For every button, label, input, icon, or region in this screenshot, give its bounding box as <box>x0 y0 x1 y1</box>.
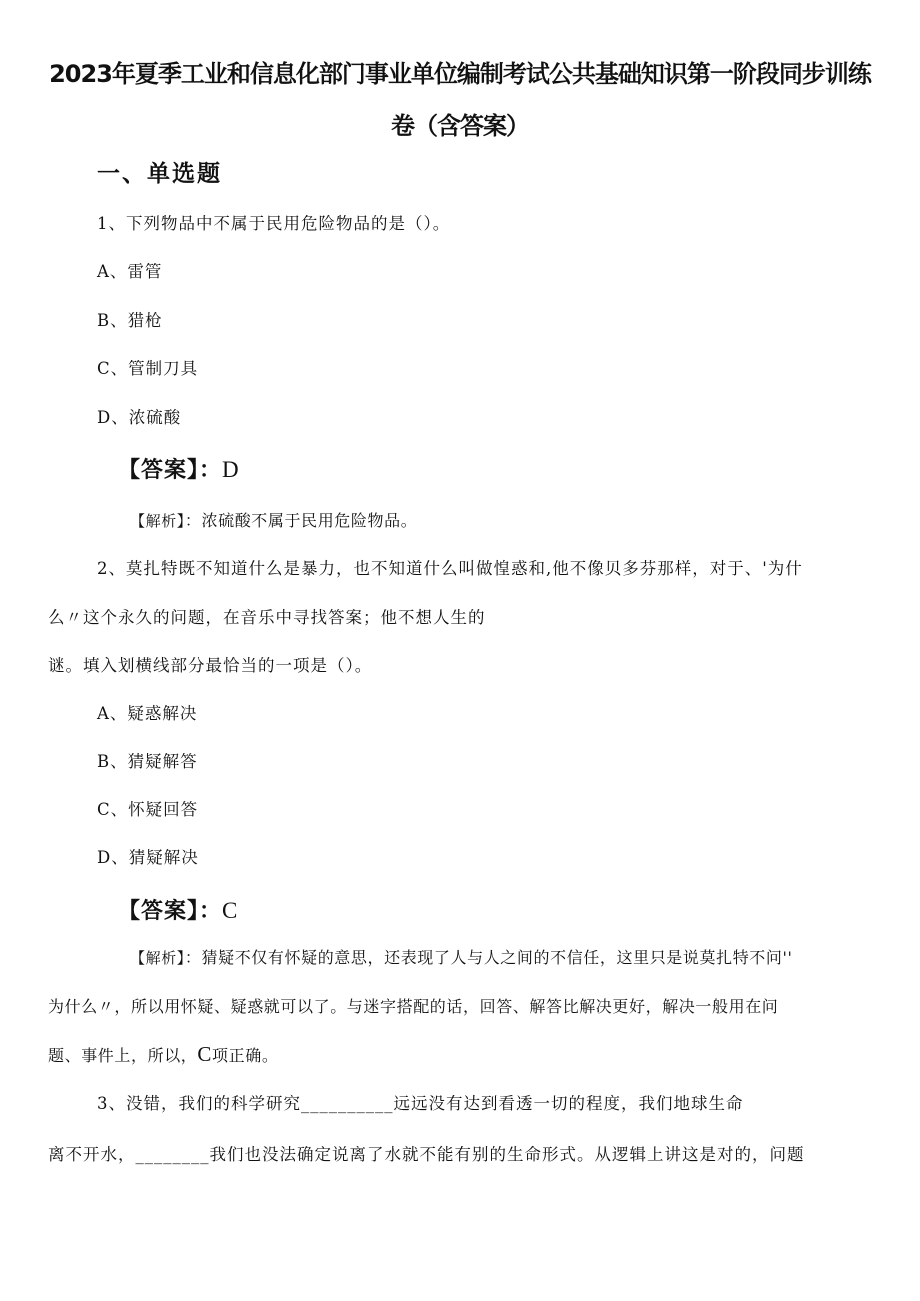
explanation-text: 项正确。 <box>212 1046 279 1065</box>
question-1-stem: 1、下列物品中不属于民用危险物品的是（）。 <box>97 214 451 233</box>
question-2-option-b: B、猜疑解答 <box>97 752 198 771</box>
question-3-stem-line-2: 离不开水，________我们也没法确定说离了水就不能有别的生命形式。从逻辑上讲这是对的，问题 <box>48 1145 805 1164</box>
explanation-text: ：浓硫酸不属于民用危险物品。 <box>184 511 418 530</box>
document-title-line-2: 卷（含答案） <box>391 112 529 140</box>
question-2-explanation-line-3 <box>48 1042 278 1068</box>
question-2-stem-line-3: 谜。填入划横线部分最恰当的一项是（）。 <box>48 656 373 675</box>
question-3-stem-line-1: 3、没错，我们的科学研究__________远远没有达到看透一切的程度，我们地球生命 <box>97 1094 744 1113</box>
answer-tag: 【答案】： <box>118 899 223 924</box>
explanation-text: 题、事件上，所以， <box>48 1046 198 1065</box>
question-2-stem-line-1: 2、莫扎特既不知道什么是暴力，也不知道什么叫做惶惑和,他不像贝多芬那样，对于、'为什 <box>97 559 803 578</box>
document-title-line-1: 2023年夏季工业和信息化部门事业单位编制考试公共基础知识第一阶段同步训练 <box>49 60 871 88</box>
question-2-explanation-line-1 <box>130 946 793 970</box>
question-1-explanation <box>130 509 417 533</box>
question-1-option-c: C、管制刀具 <box>97 359 199 378</box>
explanation-tag: 【解析】 <box>130 949 185 967</box>
question-2-option-d: D、猜疑解决 <box>97 848 199 867</box>
question-2-option-c: C、怀疑回答 <box>97 800 199 819</box>
question-1-option-a: A、雷管 <box>97 262 163 281</box>
question-1-option-d: D、浓硫酸 <box>97 408 182 427</box>
answer-tag: 【答案】： <box>118 458 223 483</box>
section-heading: 一、单选题 <box>97 161 222 187</box>
question-1-option-b: B、猎枪 <box>97 311 163 330</box>
question-2-answer <box>118 896 237 927</box>
question-2-explanation-line-2: 为什么〃，所以用怀疑、疑惑就可以了。与迷字搭配的话，回答、解答比解决更好，解决一般用在问 <box>48 997 779 1016</box>
explanation-option-letter: C <box>197 1042 213 1066</box>
explanation-tag: 【解析】 <box>130 512 185 530</box>
question-2-option-a: A、疑惑解决 <box>97 704 198 723</box>
question-1-answer <box>118 455 239 486</box>
question-2-stem-line-2: 么〃这个永久的问题，在音乐中寻找答案；他不想人生的 <box>48 608 486 627</box>
explanation-text: ：猜疑不仅有怀疑的意思，还表现了人与人之间的不信任，这里只是说莫扎特不问'' <box>184 948 793 967</box>
answer-value: D <box>222 457 239 482</box>
answer-value: C <box>222 898 238 923</box>
